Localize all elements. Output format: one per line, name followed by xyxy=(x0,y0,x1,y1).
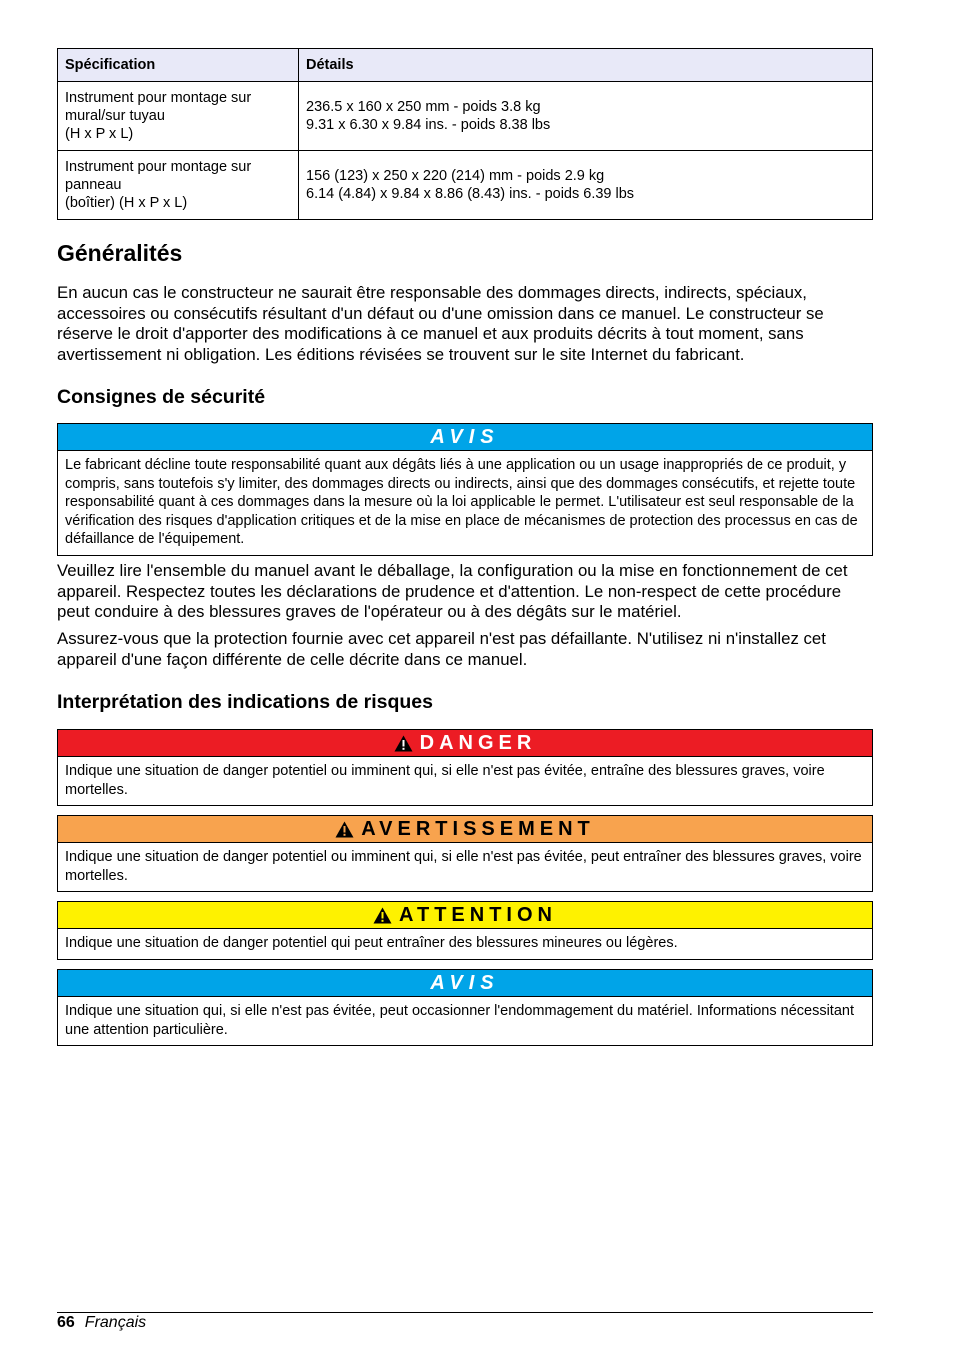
notice-avis-text: Le fabricant décline toute responsabilité quant aux dégâts liés à une application ou un usage inappropriés de ce produit, y compris, sans toutefois s'y limiter, des dommages directs ou indirects, ainsi que des dommages consécutifs, et rejette toute responsabilité quant à ces dommages dans la mesure où la loi applicable le permet. L'utilisateur est seul responsable de la vérification des risques d'application critiques et de la mise en place de mécanismes de protection des processus en cas de défaillance de l'équipement. xyxy=(65,457,858,547)
footer-divider xyxy=(57,1312,873,1313)
table-row xyxy=(58,82,873,151)
warning-triangle-icon xyxy=(335,821,354,838)
generalites-paragraph: En aucun cas le constructeur ne saurait être responsable des dommages directs, indirects, spéciaux, accessoires ou consécutifs résultant d'un défaut ou d'une omission dans ce manuel. Le constructeur se réserve le droit d'apporter des modifications à ce manuel et aux produits décrits à tout moment, sans avertissement ni obligation. Les éditions révisées se trouvent sur le site Internet du fabricant. xyxy=(57,283,824,364)
notice-attention-label: ATTENTION xyxy=(399,903,557,926)
notice-avertissement-text: Indique une situation de danger potentiel ou imminent qui, si elle n'est pas évitée, peut entraîner des blessures graves, voire mortelles. xyxy=(65,849,862,884)
notice-danger-label: DANGER xyxy=(419,731,537,754)
section-title-risques: Interprétation des indications de risques xyxy=(57,691,433,713)
details-cell: 156 (123) x 250 x 220 (214) mm - poids 2.9 kg 6.14 (4.84) x 9.84 x 8.86 (8.43) ins. - poids 6.39 lbs xyxy=(299,151,873,220)
securite-paragraph-1: Veuillez lire l'ensemble du manuel avant le déballage, la configuration ou la mise en fonctionnement de cet appareil. Respectez toutes les déclarations de prudence et d'attention. Le non-respect de cette procédure peut conduire à des blessures graves de l'opérateur ou à des dégâts sur le matériel. xyxy=(57,561,848,621)
notice-danger-header xyxy=(58,730,872,757)
notice-danger xyxy=(57,729,873,806)
notice-avertissement xyxy=(57,815,873,892)
notice-attention-header xyxy=(58,902,872,929)
table-header-row xyxy=(58,49,873,82)
warning-triangle-icon xyxy=(373,907,392,924)
securite-paragraph-2: Assurez-vous que la protection fournie avec cet appareil n'est pas défaillante. N'utilisez ni n'installez cet appareil d'une façon différente de celle décrite dans ce manuel. xyxy=(57,629,826,669)
notice-avis-label: AVIS xyxy=(430,425,500,448)
section-title-securite: Consignes de sécurité xyxy=(57,386,266,408)
notice-avertissement-label: AVERTISSEMENT xyxy=(361,817,595,840)
section-title-generalites: Généralités xyxy=(57,240,183,266)
notice-avis xyxy=(57,969,873,1046)
column-header-details: Détails xyxy=(299,49,873,82)
details-cell: 236.5 x 160 x 250 mm - poids 3.8 kg 9.31 x 6.30 x 9.84 ins. - poids 8.38 lbs xyxy=(299,82,873,151)
notice-attention xyxy=(57,901,873,960)
column-header-specification: Spécification xyxy=(58,49,299,82)
notice-attention-text: Indique une situation de danger potentiel qui peut entraîner des blessures mineures ou légères. xyxy=(65,935,678,951)
spec-cell: Instrument pour montage sur panneau (boîtier) (H x P x L) xyxy=(58,151,299,220)
page-number: 66 xyxy=(57,1314,75,1331)
notice-avis-securite xyxy=(57,423,873,556)
notice-avertissement-header xyxy=(58,816,872,843)
warning-triangle-icon xyxy=(394,735,413,752)
spec-cell: Instrument pour montage sur mural/sur tuyau (H x P x L) xyxy=(58,82,299,151)
notice-danger-text: Indique une situation de danger potentiel ou imminent qui, si elle n'est pas évitée, entraîne des blessures graves, voire mortelles. xyxy=(65,763,825,798)
notice-avis-header xyxy=(58,424,872,451)
notice-avis-label: AVIS xyxy=(430,971,500,994)
page-footer xyxy=(57,1313,146,1333)
specification-table xyxy=(57,48,873,220)
notice-avis-text: Indique une situation qui, si elle n'est pas évitée, peut occasionner l'endommagement du matériel. Informations nécessitant une attention particulière. xyxy=(65,1003,854,1038)
notice-avis-header xyxy=(58,970,872,997)
table-row xyxy=(58,151,873,220)
footer-language: Français xyxy=(84,1314,147,1331)
